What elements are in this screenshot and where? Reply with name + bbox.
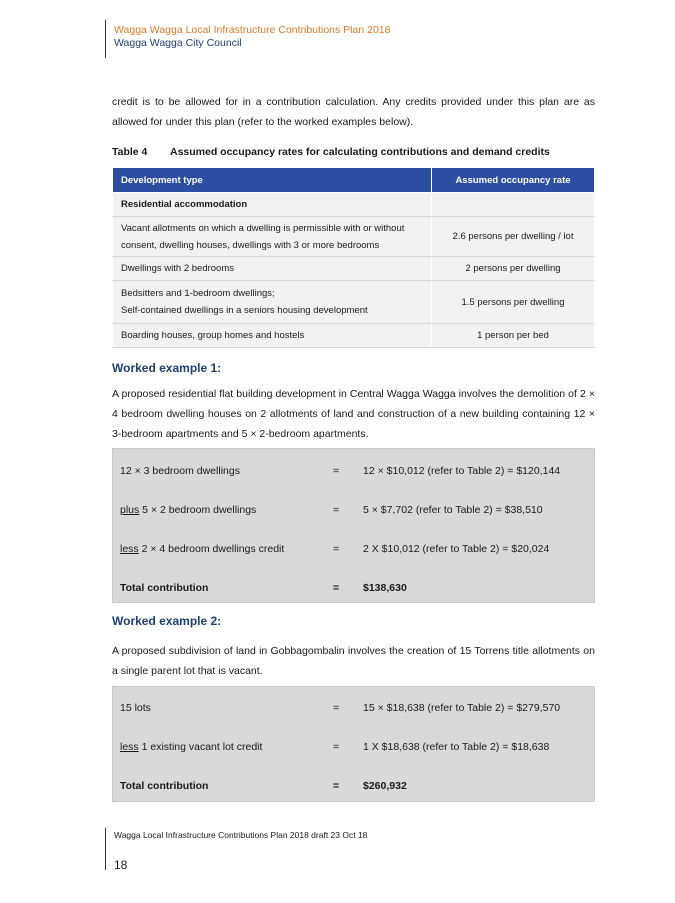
table-cell-type: [113, 217, 432, 257]
calc-prefix: plus: [120, 504, 140, 516]
calc-label: [120, 543, 284, 555]
calc-total-row: [120, 582, 586, 596]
calc-label: [120, 741, 262, 753]
table-cell-type: Dwellings with 2 bedrooms: [113, 257, 432, 281]
calc-equals: =: [333, 465, 340, 477]
calc-label: 15 lots: [120, 702, 151, 714]
calc-label: 12 × 3 bedroom dwellings: [120, 465, 240, 477]
calc-prefix: less: [120, 543, 139, 555]
calc-equals: =: [333, 702, 340, 714]
total-label: Total contribution: [120, 780, 209, 792]
calc-value: 12 × $10,012 (refer to Table 2) = $120,144: [363, 465, 561, 477]
table-cell-rate: 2.6 persons per dwelling / lot: [432, 217, 595, 257]
table-row: [113, 324, 595, 348]
header-title: Wagga Wagga Local Infrastructure Contributions Plan 2018: [114, 24, 391, 36]
worked-example-1-title: Worked example 1:: [112, 361, 222, 375]
type-line: consent, dwelling houses, dwellings with 3 or more bedrooms: [121, 239, 380, 251]
calc-value: 1 X $18,638 (refer to Table 2) = $18,638: [363, 741, 550, 753]
table-number: Table 4: [112, 146, 148, 158]
total-equals: =: [333, 582, 340, 594]
table-row: [113, 257, 595, 281]
table-header-occupancy-rate: Assumed occupancy rate: [432, 168, 595, 193]
type-line: Vacant allotments on which a dwelling is permissible with or without: [121, 222, 405, 234]
type-line: Bedsitters and 1-bedroom dwellings;: [121, 288, 275, 299]
total-value: $260,932: [363, 780, 407, 792]
calc-equals: =: [333, 504, 340, 516]
header-subtitle: Wagga Wagga City Council: [114, 37, 242, 49]
table-cell-rate: 1.5 persons per dwelling: [432, 281, 595, 324]
calc-row: [120, 504, 586, 518]
calc-row: [120, 741, 586, 755]
worked-example-2-title: Worked example 2:: [112, 614, 222, 628]
page-number: 18: [114, 858, 128, 872]
worked-example-2-text: A proposed subdivision of land in Gobbagombalin involves the creation of 15 Torrens title allotments on a single parent lot that is vacant.: [112, 645, 595, 677]
calc-prefix: less: [120, 741, 139, 753]
worked-example-1-text: A proposed residential flat building development in Central Wagga Wagga involves the demolition of 2 × 4 bedroom dwelling houses on 2 allotments of land and construction of a new building containing 12 × 3-bedroom apartments and 5 × 2-bedroom apartments.: [112, 388, 595, 440]
table-cell-rate: 2 persons per dwelling: [432, 257, 595, 281]
calc-equals: =: [333, 741, 340, 753]
table-cell-type: Boarding houses, group homes and hostels: [113, 324, 432, 348]
page-header: [105, 20, 390, 58]
intro-paragraph: credit is to be allowed for in a contribution calculation. Any credits provided under this plan are as allowed for under this plan (refer to the worked examples below).: [112, 96, 595, 128]
table-caption: [112, 146, 550, 158]
table-cell-type: [113, 281, 432, 324]
calc-row: [120, 465, 586, 479]
calc-label-text: 2 × 4 bedroom dwellings credit: [138, 543, 285, 555]
calc-value: 15 × $18,638 (refer to Table 2) = $279,570: [363, 702, 561, 714]
footer-text: Wagga Local Infrastructure Contributions Plan 2018 draft 23 Oct 18: [114, 830, 368, 840]
calc-row: [120, 702, 586, 716]
calc-label-text: 1 existing vacant lot credit: [138, 741, 263, 753]
table-caption-text: Assumed occupancy rates for calculating contributions and demand credits: [170, 146, 550, 158]
occupancy-table: [112, 167, 595, 348]
total-label: Total contribution: [120, 582, 209, 594]
calc-value: 2 X $10,012 (refer to Table 2) = $20,024: [363, 543, 550, 555]
calc-total-row: [120, 780, 586, 794]
calc-label: [120, 504, 256, 516]
calc-row: [120, 543, 586, 557]
worked-example-1-box: [112, 448, 595, 603]
page-footer: [105, 828, 367, 870]
table-cell-rate: 1 person per bed: [432, 324, 595, 348]
table-header-development-type: Development type: [113, 168, 432, 193]
table-row: [113, 281, 595, 324]
calc-equals: =: [333, 543, 340, 555]
calc-label-text: 5 × 2 bedroom dwellings: [139, 504, 257, 516]
table-cell-empty: [432, 193, 595, 217]
table-row: [113, 217, 595, 257]
worked-example-2-box: [112, 686, 595, 802]
total-equals: =: [333, 780, 340, 792]
total-value: $138,630: [363, 582, 407, 594]
calc-value: 5 × $7,702 (refer to Table 2) = $38,510: [363, 504, 543, 516]
type-line: Self-contained dwellings in a seniors housing development: [121, 305, 368, 316]
table-section-residential: Residential accommodation: [113, 193, 432, 217]
